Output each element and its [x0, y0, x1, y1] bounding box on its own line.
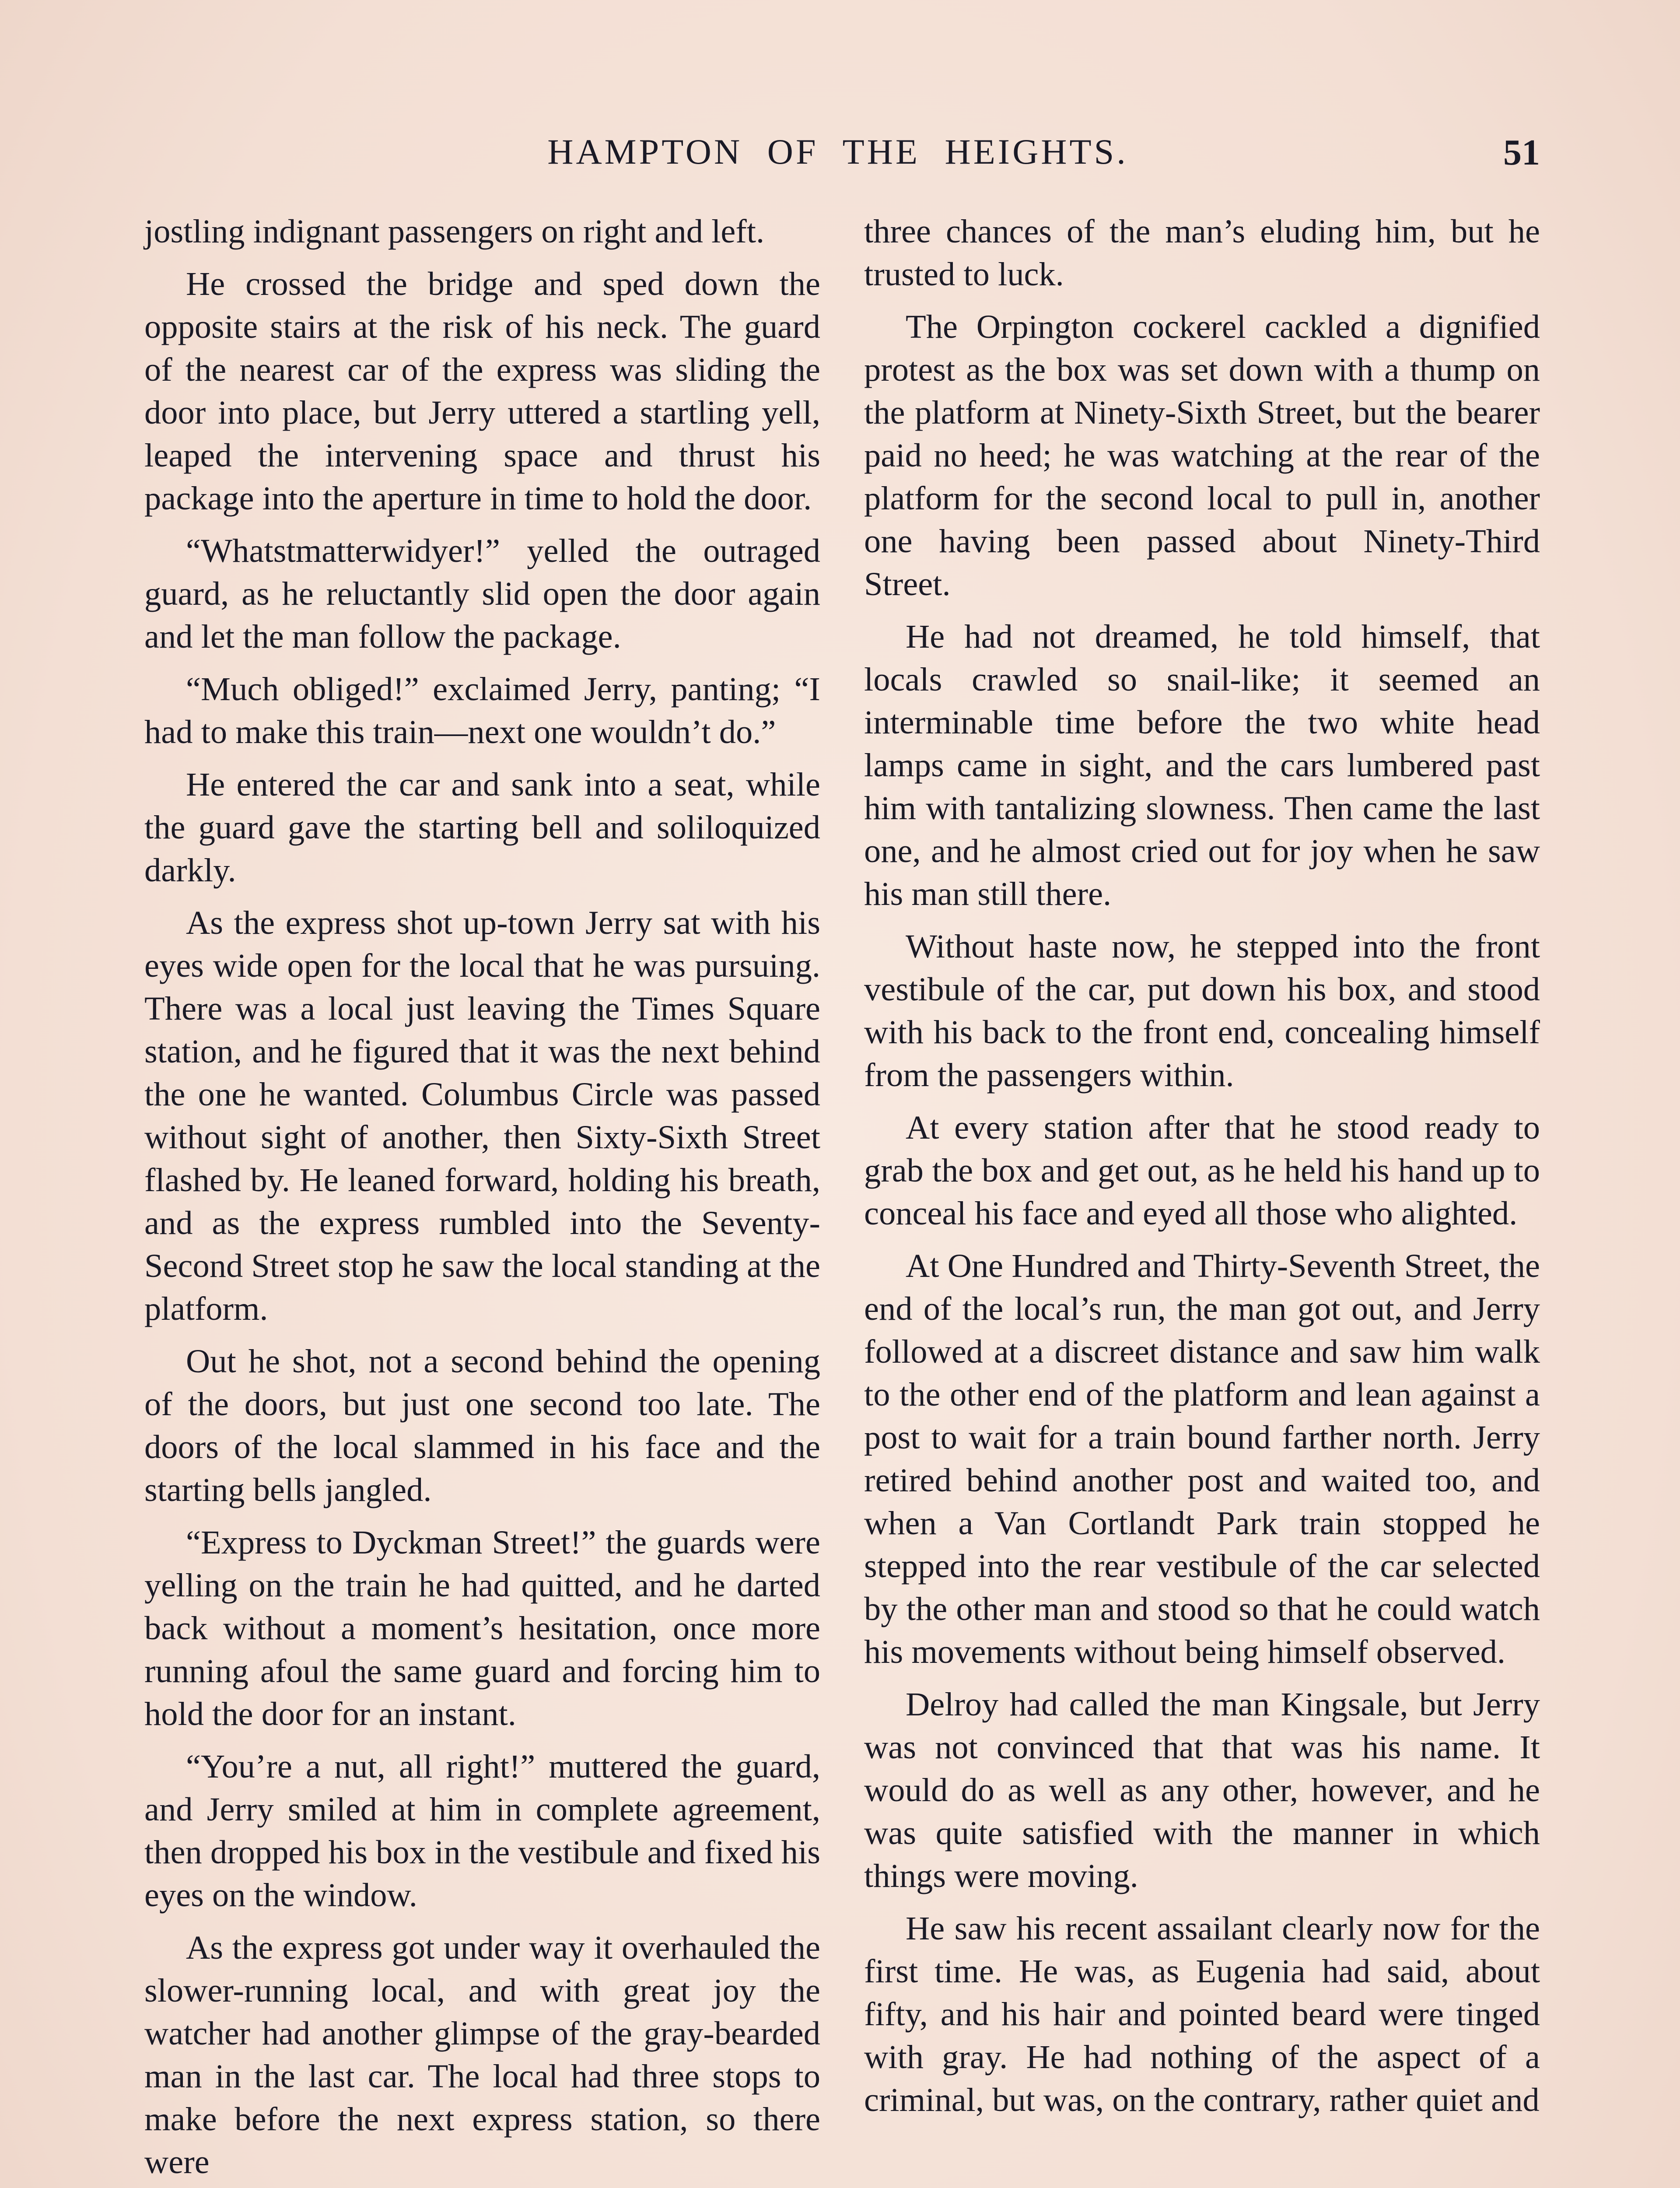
paragraph: “You’re a nut, all right!” muttered the guard, and Jerry smiled at him in complete agreement, then dropped his box in the vestibule and fixed his eyes on the window. [144, 1748, 820, 1914]
paragraph: three chances of the man’s eluding him, but he trusted to luck. [864, 213, 1540, 293]
paragraph: jostling indignant passengers on right and left. [144, 213, 765, 250]
paragraph: He saw his recent assailant clearly now for the first time. He was, as Eugenia had said, about fifty, and his hair and pointed beard were tinged with gray. He had nothing of the aspect of a criminal, but was, on the contrary, rather quiet and [864, 1910, 1540, 2118]
page-number: 51 [1503, 132, 1540, 173]
paragraph: “Whatstmatterwidyer!” yelled the outraged guard, as he reluctantly slid open the door again and let the man follow the package. [144, 532, 820, 655]
running-title: HAMPTON OF THE HEIGHTS. [547, 132, 1128, 172]
paragraph: As the express shot up-town Jerry sat with his eyes wide open for the local that he was pursuing. There was a local just leaving the Times Square station, and he figured that it was the next behind the one he wanted. Columbus Circle was passed without sight of another, then Sixty-Sixth Street flashed by. He leaned forward, holding his breath, and as the express rumbled into the Seventy-Second Street stop he saw the local standing at the platform. [144, 904, 820, 1327]
paragraph: As the express got under way it overhauled the slower-running local, and with great joy the watcher had another glimpse of the gray-bearded man in the last car. The local had three stops to make before the next express station, so there were [144, 1929, 820, 2181]
paragraph: Without haste now, he stepped into the front vestibule of the car, put down his box, and stood with his back to the front end, concealing himself from the passengers within. [864, 928, 1540, 1094]
paragraph: Out he shot, not a second behind the opening of the doors, but just one second too late. The doors of the local slammed in his face and the starting bells jangled. [144, 1343, 820, 1508]
paragraph: The Orpington cockerel cackled a dignified protest as the box was set down with a thump on the platform at Ninety-Sixth Street, but the bearer paid no heed; he was watching at the rear of the platform for the second local to pull in, another one having been passed about Ninety-Third Street. [864, 308, 1540, 603]
paragraph: He had not dreamed, he told himself, that locals crawled so snail-like; it seemed an interminable time before the two white head lamps came in sight, and the cars lumbered past him with tantalizing slowness. Then came the last one, and he almost cried out for joy when he saw his man still there. [864, 618, 1540, 912]
left-column [144, 210, 820, 2188]
paragraph: He crossed the bridge and sped down the opposite stairs at the risk of his neck. The guard of the nearest car of the express was sliding the door into place, but Jerry uttered a startling yell, leaped the intervening space and thrust his package into the aperture in time to hold the door. [144, 265, 820, 517]
right-column [864, 210, 1540, 2188]
page-header [136, 131, 1540, 179]
paragraph: At One Hundred and Thirty-Seventh Street, the end of the local’s run, the man got out, and Jerry followed at a discreet distance and saw him walk to the other end of the platform and lean against a post to wait for a train bound farther north. Jerry retired behind another post and waited too, and when a Van Cortlandt Park train stopped he stepped into the rear vestibule of the car selected by the other man and stood so that he could watch his movements without being himself observed. [864, 1247, 1540, 1670]
paragraph: At every station after that he stood ready to grab the box and get out, as he held his hand up to conceal his face and eyed all those who alighted. [864, 1109, 1540, 1232]
paragraph: Delroy had called the man Kingsale, but Jerry was not convinced that that was his name. It would do as well as any other, however, and he was quite satisfied with the manner in which things were moving. [864, 1686, 1540, 1894]
paragraph: “Much obliged!” exclaimed Jerry, panting; “I had to make this train—next one wouldn’t do.” [144, 670, 820, 750]
paragraph: He entered the car and sank into a seat, while the guard gave the starting bell and soliloquized darkly. [144, 766, 820, 889]
text-columns [144, 210, 1540, 2188]
paragraph: “Express to Dyckman Street!” the guards were yelling on the train he had quitted, and he darted back without a moment’s hesitation, once more running afoul the same guard and forcing him to hold the door for an instant. [144, 1524, 820, 1732]
